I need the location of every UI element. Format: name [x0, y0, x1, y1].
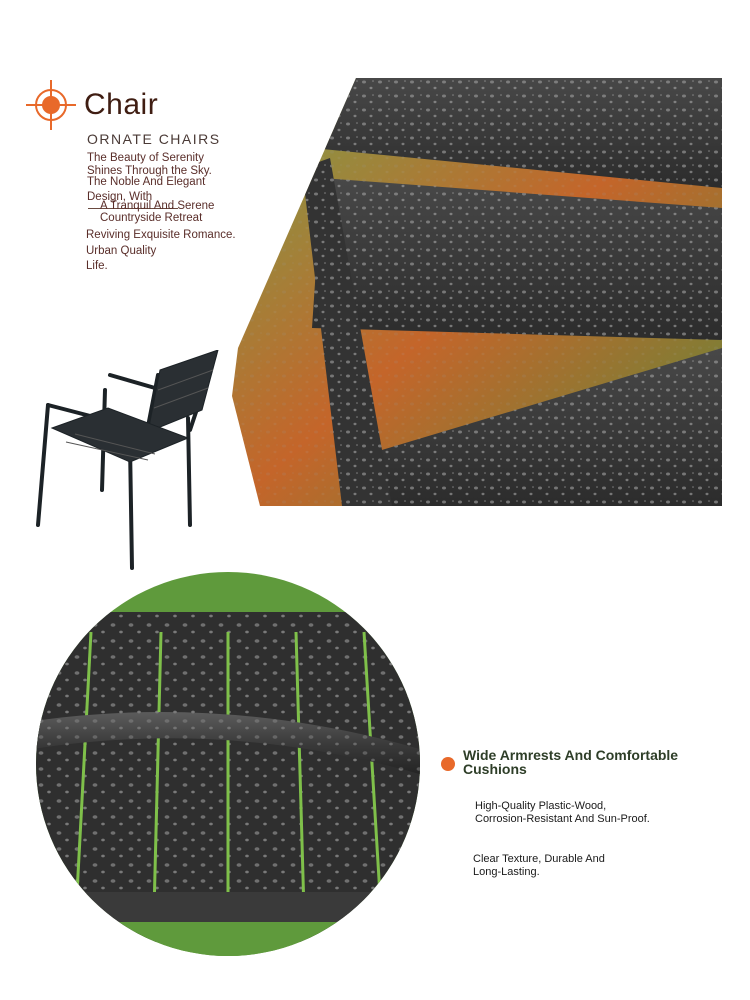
tagline-line: A Tranquil And Serene [100, 200, 215, 212]
feature-point-durability [473, 853, 605, 879]
feature-heading [463, 748, 713, 776]
tagline-line: Countryside Retreat [100, 212, 203, 224]
tagline-line: Design, With [87, 191, 153, 203]
feature-point-line: Long-Lasting. [473, 866, 540, 878]
feature-point-line: High-Quality Plastic-Wood, [475, 800, 607, 812]
tagline-line: Urban Quality [86, 245, 157, 257]
brand-subtitle: ORNATE CHAIRS [87, 131, 221, 147]
feature-bullet-icon [441, 757, 455, 771]
brand-logo-icon [26, 80, 76, 130]
chair-illustration [30, 350, 225, 572]
tagline-line: The Beauty of Serenity [87, 152, 204, 164]
feature-point-line: Clear Texture, Durable And [473, 853, 605, 865]
brand-title: Chair [84, 88, 159, 121]
tagline-line: The Noble And Elegant [87, 176, 206, 188]
tagline-line: Shines Through the Sky. [87, 165, 212, 177]
feature-point-line: Corrosion-Resistant And Sun-Proof. [475, 813, 650, 825]
tagline-line: Reviving Exquisite Romance. [86, 229, 236, 241]
feature-heading-line: Wide Armrests And Comfortable [463, 747, 679, 763]
seat-closeup-photo [36, 572, 420, 956]
feature-point-material [475, 800, 650, 826]
hero-slats-photo [232, 78, 722, 506]
tagline-line: Life. [86, 260, 108, 272]
feature-heading-line: Cushions [463, 761, 527, 777]
